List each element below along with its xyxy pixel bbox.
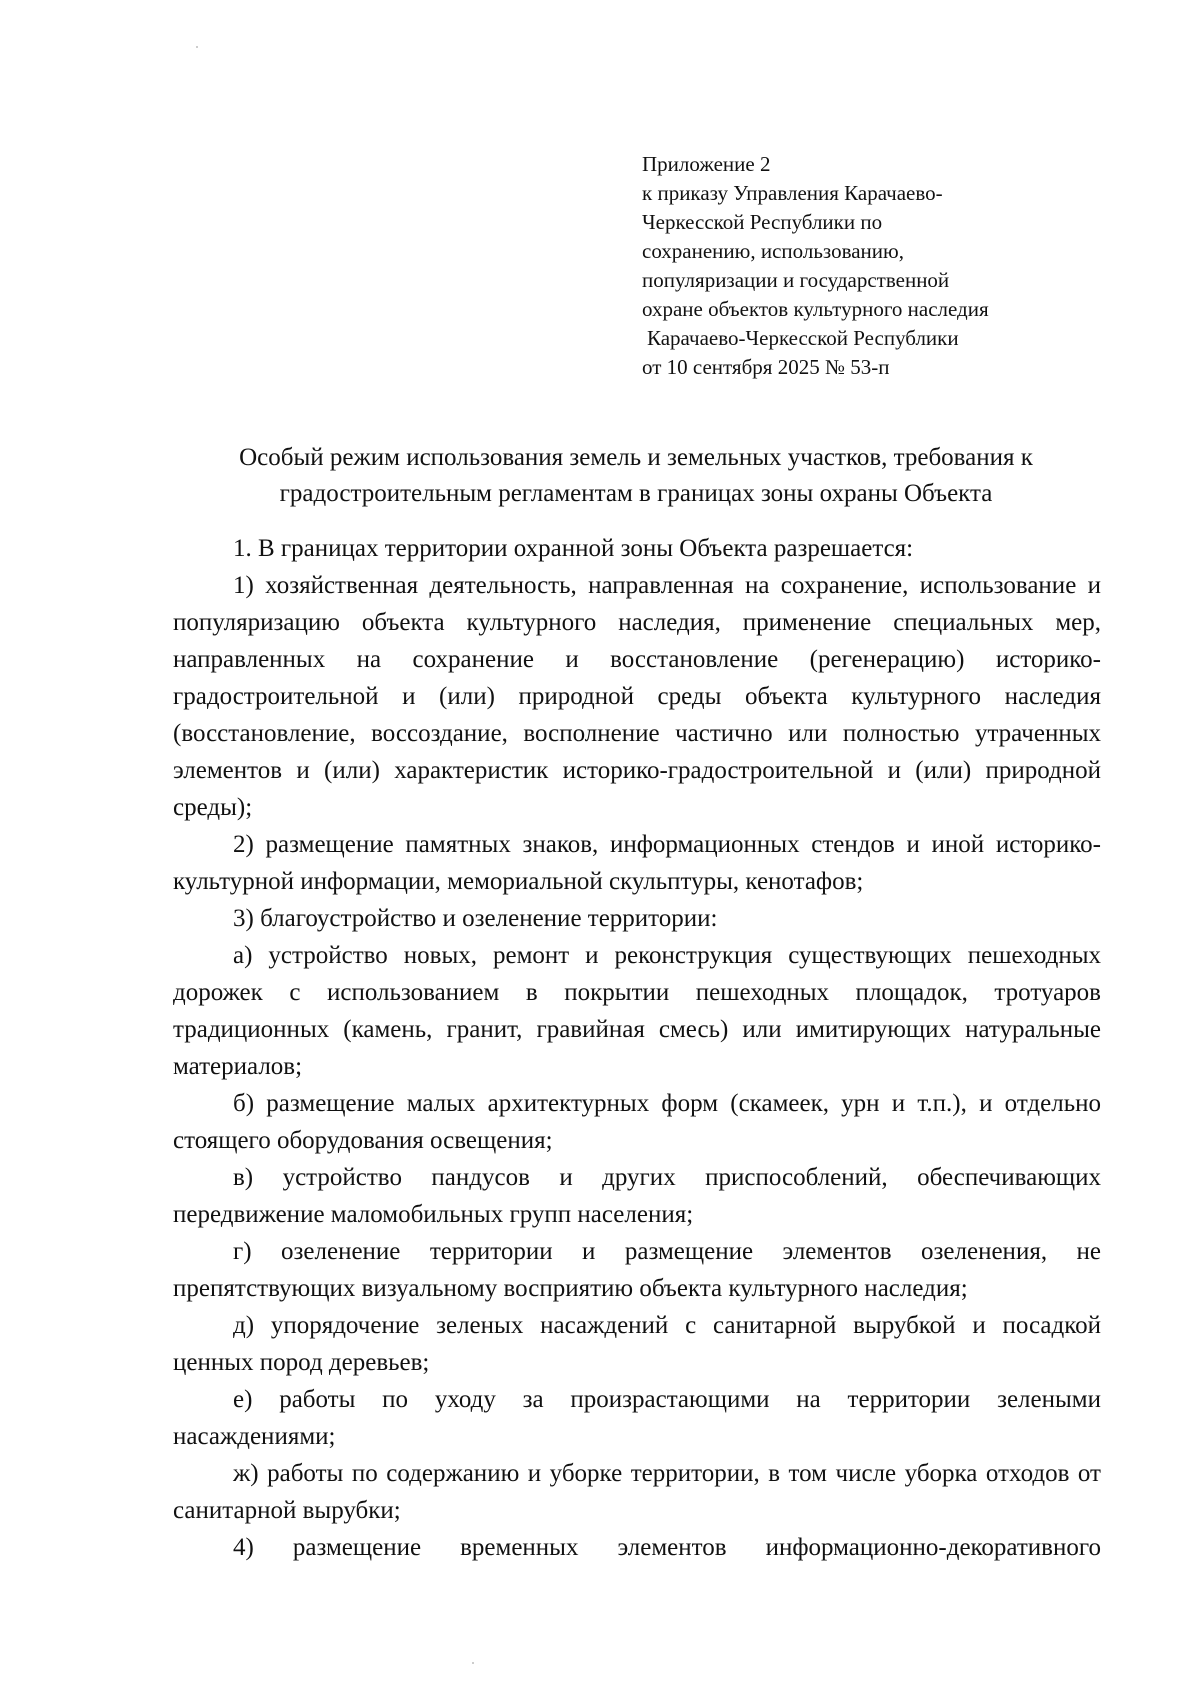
paragraph-subitem-b: б) размещение малых архитектурных форм (скамеек, урн и т.п.), и отдельно стоящего оборудования освещения;: [173, 1090, 1101, 1154]
paragraph-subitem-a: а) устройство новых, ремонт и реконструкция существующих пешеходных дорожек с использованием в покрытии пешеходных площадок, тротуаров традиционных (камень, гранит, гравийная смесь) или имитирующих натуральные материалов;: [173, 942, 1101, 1080]
document-title-line: градостроительным регламентам в границах зоны охраны Объекта: [279, 480, 993, 507]
attachment-line: от 10 сентября 2025 № 53-п: [642, 355, 890, 379]
attachment-line: Карачаево-Черкесской Республики: [647, 326, 959, 350]
attachment-line: Приложение 2: [642, 152, 771, 176]
scan-speck: [196, 46, 198, 48]
scan-speck: [472, 1662, 474, 1664]
attachment-line: сохранению, использованию,: [642, 239, 904, 263]
document-title: [176, 440, 1096, 512]
attachment-line: Черкесской Республики по: [642, 210, 883, 234]
paragraph-item-2: 2) размещение памятных знаков, информационных стендов и иной историко-культурной информации, мемориальной скульптуры, кенотафов;: [173, 831, 1101, 895]
attachment-header: [642, 150, 1112, 382]
attachment-line: к приказу Управления Карачаево-: [642, 181, 943, 205]
paragraph-subitem-zh: ж) работы по содержанию и уборке территории, в том числе уборка отходов от санитарной вырубки;: [173, 1460, 1101, 1524]
paragraph-item-1: 1) хозяйственная деятельность, направленная на сохранение, использование и популяризацию объекта культурного наследия, применение специальных мер, направленных на сохранение и восстановление (регенерацию) историко-градостроительной и (или) природной среды объекта культурного наследия (восстановление, воссоздание, восполнение частично или полностью утраченных элементов и (или) характеристик историко-градостроительной и (или) природной среды);: [173, 572, 1101, 821]
paragraph-subitem-g: г) озеленение территории и размещение элементов озеленения, не препятствующих визуальному восприятию объекта культурного наследия;: [173, 1238, 1101, 1302]
paragraph-subitem-e: е) работы по уходу за произрастающими на территории зелеными насаждениями;: [173, 1386, 1101, 1450]
paragraph-subitem-v: в) устройство пандусов и других приспособлений, обеспечивающих передвижение маломобильных групп населения;: [173, 1164, 1101, 1228]
paragraph-item-3: 3) благоустройство и озеленение территории:: [233, 905, 718, 932]
attachment-line: охране объектов культурного наследия: [642, 297, 989, 321]
paragraph-item-4: 4) размещение временных элементов информационно-декоративного: [233, 1534, 1101, 1561]
paragraph-subitem-d: д) упорядочение зеленых насаждений с санитарной вырубкой и посадкой ценных пород деревьев;: [173, 1312, 1101, 1376]
document-body: [173, 530, 1101, 1566]
paragraph-section-1: 1. В границах территории охранной зоны Объекта разрешается:: [233, 535, 914, 562]
attachment-line: популяризации и государственной: [642, 268, 950, 292]
document-title-line: Особый режим использования земель и земельных участков, требования к: [239, 444, 1033, 471]
